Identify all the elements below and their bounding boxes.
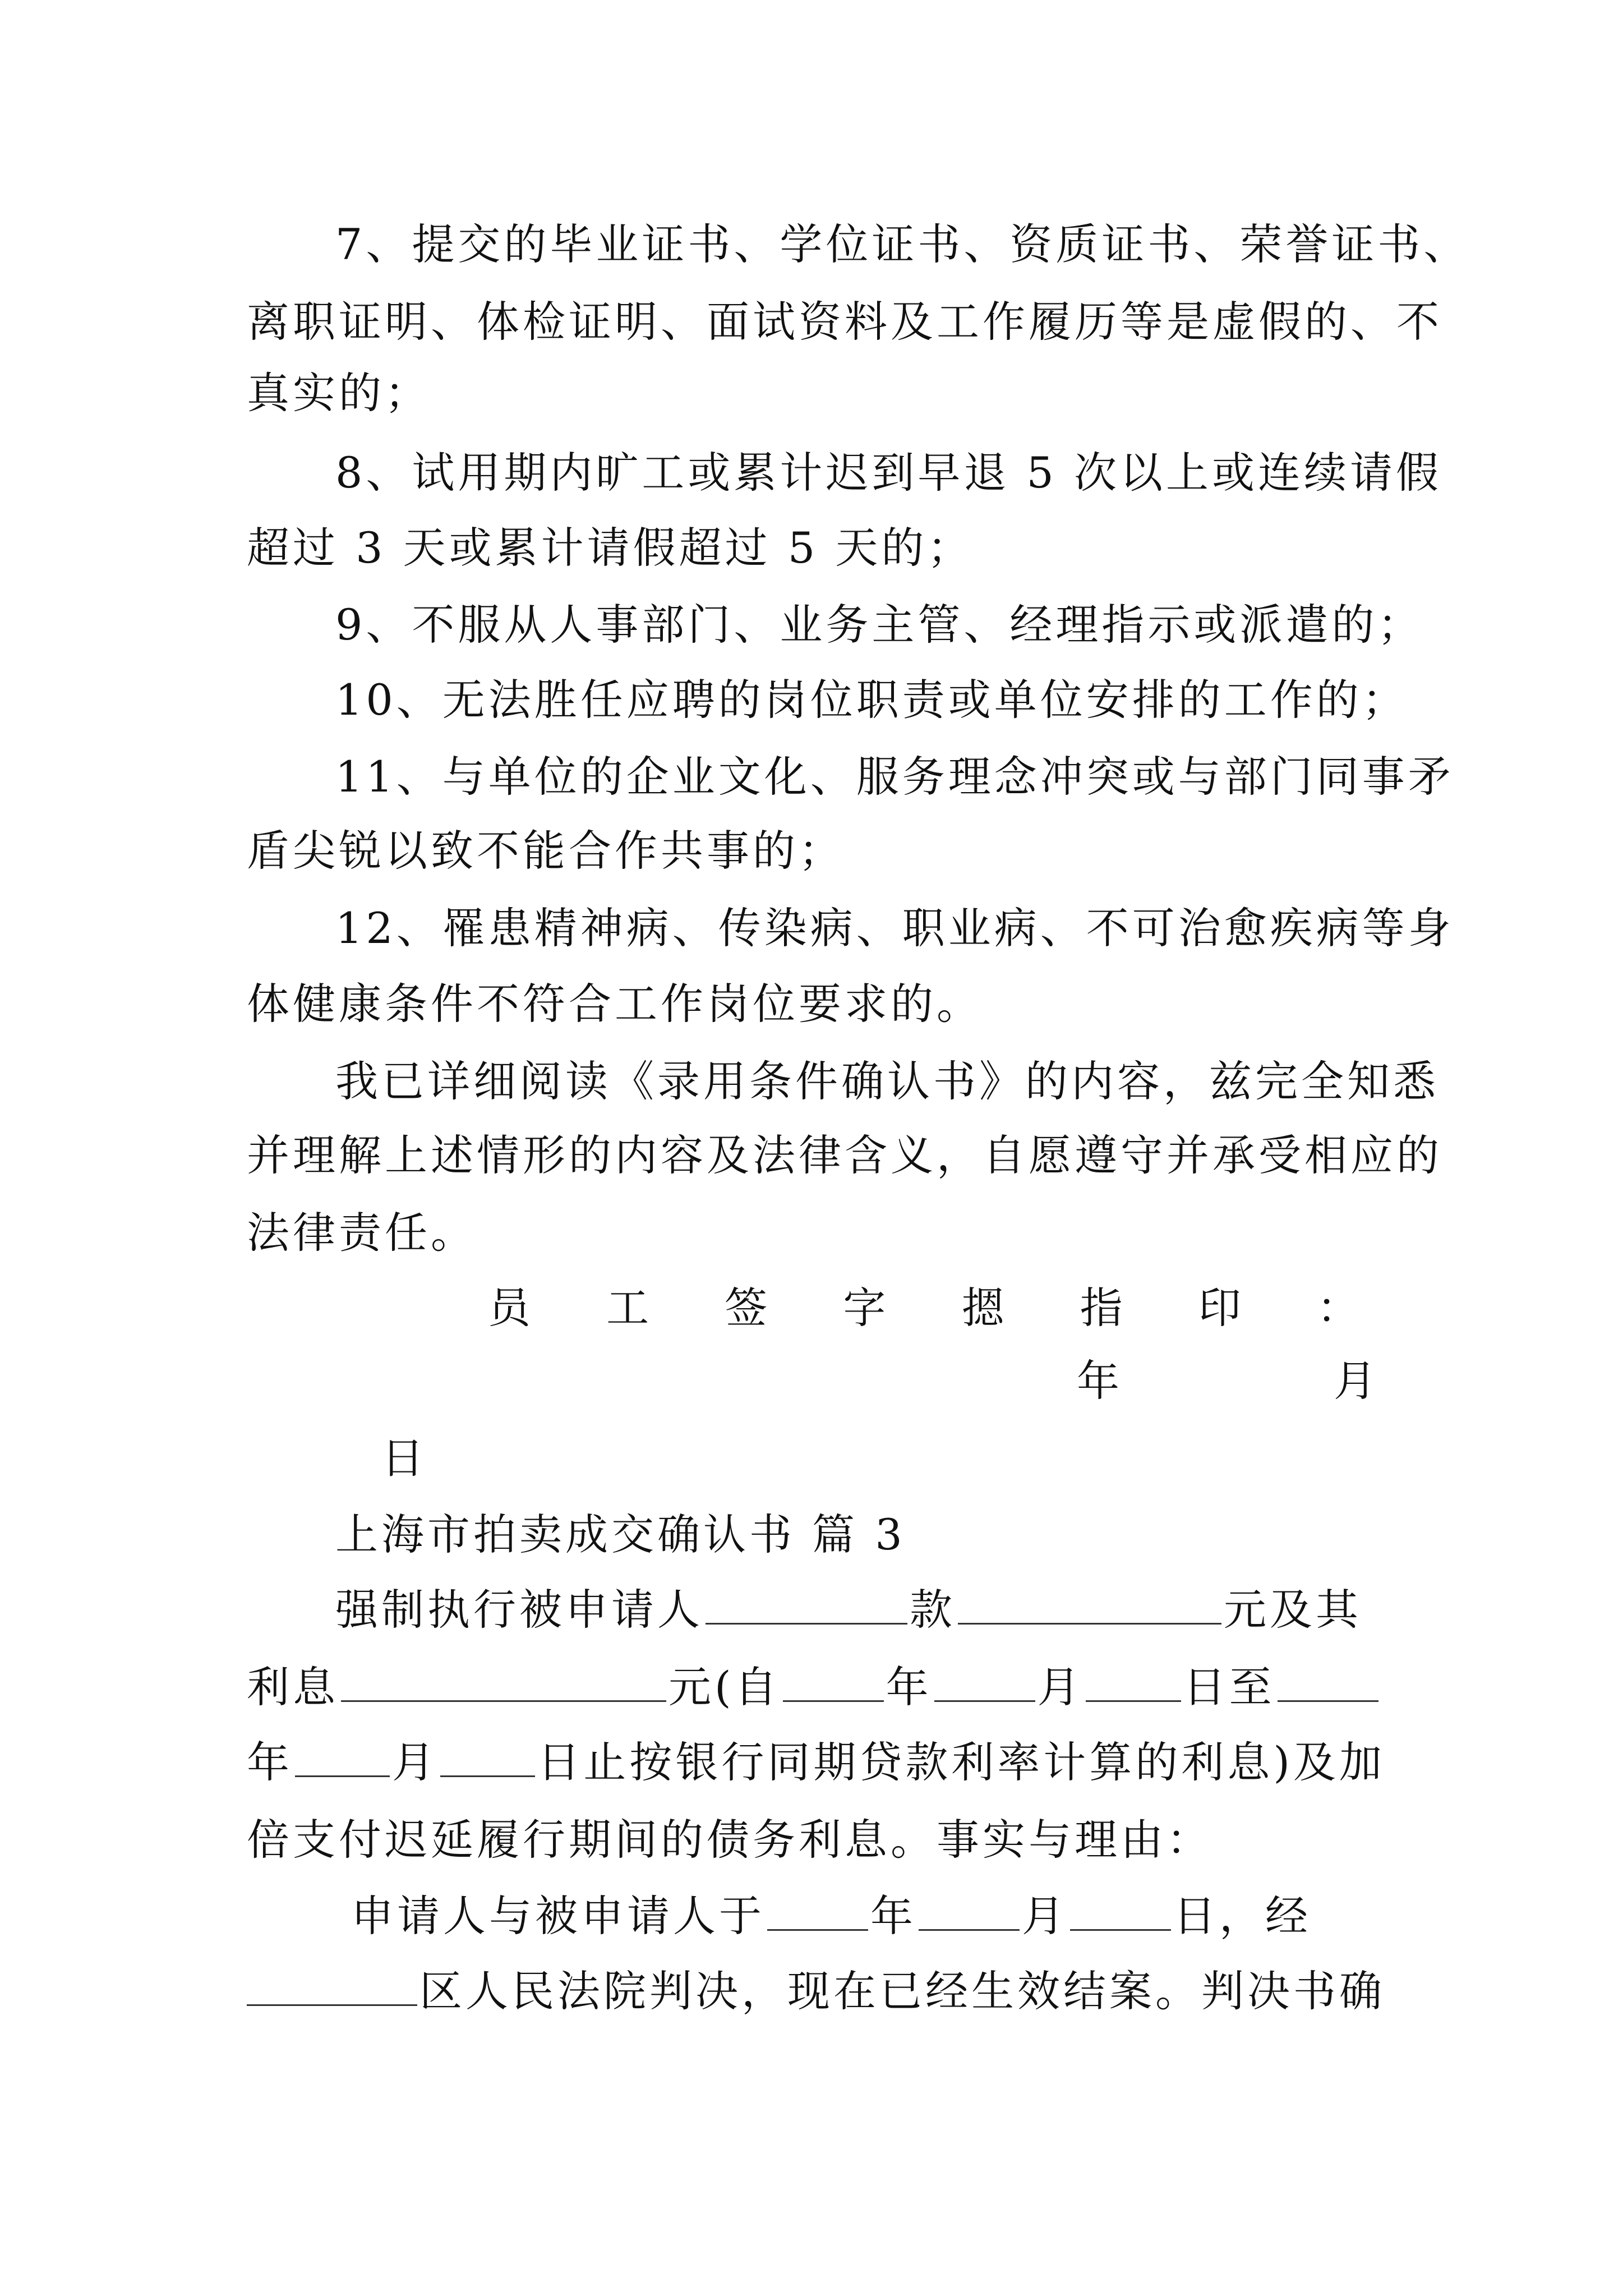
signature-char: 员 [488, 1283, 534, 1333]
request-line-2 [247, 1659, 1385, 1715]
date-year: 年 [1077, 1356, 1123, 1406]
request-text: 强制执行被申请人 [335, 1585, 703, 1635]
signature-char: 指 [1080, 1283, 1126, 1333]
item-7-line-3: 真实的； [247, 368, 431, 418]
request-text: 元及其 [1224, 1585, 1362, 1635]
facts-line-1 [351, 1888, 1385, 1944]
facts-line-2 [247, 1963, 1385, 2019]
blank-field [934, 1665, 1035, 1702]
item-8-line-1: 8、试用期内旷工或累计迟到早退 5 次以上或连续请假 [335, 448, 1442, 498]
blank-field [767, 1894, 868, 1931]
request-text: 年 [886, 1662, 932, 1712]
request-text: 利息 [247, 1662, 339, 1712]
blank-field [247, 1970, 417, 2006]
declaration-line-2: 并理解上述情形的内容及法律含义，自愿遵守并承受相应的 [247, 1130, 1442, 1180]
item-12-line-1: 12、罹患精神病、传染病、职业病、不可治愈疾病等身 [335, 903, 1454, 953]
section-title: 上海市拍卖成交确认书 篇 3 [335, 1510, 906, 1559]
date-day: 日 [381, 1433, 427, 1483]
declaration-line-1: 我已详细阅读《录用条件确认书》的内容，兹完全知悉 [335, 1056, 1439, 1106]
item-9-line-1: 9、不服从人事部门、业务主管、经理指示或派遣的； [335, 600, 1424, 650]
facts-text: 区人民法院判决，现在已经生效结案。判决书确 [419, 1966, 1385, 2016]
item-11-line-2: 盾尖锐以致不能合作共事的； [247, 826, 845, 876]
signature-char: 印 [1198, 1283, 1244, 1333]
request-text: 月 [392, 1737, 439, 1787]
request-text: 月 [1037, 1662, 1083, 1712]
item-7-line-1: 7、提交的毕业证书、学位证书、资质证书、荣誉证书、 [335, 219, 1470, 269]
blank-field [1086, 1665, 1181, 1702]
request-text: 日至 [1183, 1662, 1275, 1712]
blank-field [958, 1588, 1221, 1625]
declaration-line-3: 法律责任。 [247, 1208, 477, 1258]
request-line-4: 倍支付迟延履行期间的债务利息。事实与理由： [247, 1815, 1212, 1865]
request-text: 元(自 [668, 1662, 781, 1712]
blank-field [440, 1741, 535, 1777]
blank-field [1278, 1665, 1378, 1702]
facts-text: 月 [1022, 1891, 1068, 1941]
blank-field [341, 1665, 666, 1702]
blank-field [1070, 1894, 1171, 1931]
item-10-line-1: 10、无法胜任应聘的岗位职责或单位安排的工作的； [335, 675, 1408, 725]
request-text: 款 [910, 1585, 956, 1635]
signature-char: ： [1316, 1283, 1363, 1333]
facts-text: 年 [870, 1891, 916, 1941]
blank-field [295, 1741, 390, 1777]
signature-char: 签 [725, 1283, 771, 1333]
blank-field [706, 1588, 907, 1625]
blank-field [919, 1894, 1020, 1931]
request-line-3 [247, 1734, 1385, 1791]
request-text: 日止按银行同期贷款利率计算的利息)及加 [537, 1737, 1385, 1787]
signature-char: 工 [606, 1283, 653, 1333]
request-line-1 [335, 1582, 1385, 1638]
item-8-line-2: 超过 3 天或累计请假超过 5 天的； [247, 523, 974, 573]
facts-text: 申请人与被申请人于 [351, 1891, 765, 1941]
signature-line [488, 1280, 1363, 1336]
item-12-line-2: 体健康条件不符合工作岗位要求的。 [247, 979, 983, 1029]
blank-field [783, 1665, 884, 1702]
signature-char: 字 [843, 1283, 889, 1333]
date-month: 月 [1334, 1356, 1380, 1406]
item-11-line-1: 11、与单位的企业文化、服务理念冲突或与部门同事矛 [335, 752, 1454, 802]
date-line [1077, 1353, 1380, 1409]
request-text: 年 [247, 1737, 293, 1787]
item-7-line-2: 离职证明、体检证明、面试资料及工作履历等是虚假的、不 [247, 297, 1442, 347]
signature-char: 摁 [961, 1283, 1008, 1333]
facts-text: 日，经 [1173, 1891, 1311, 1941]
